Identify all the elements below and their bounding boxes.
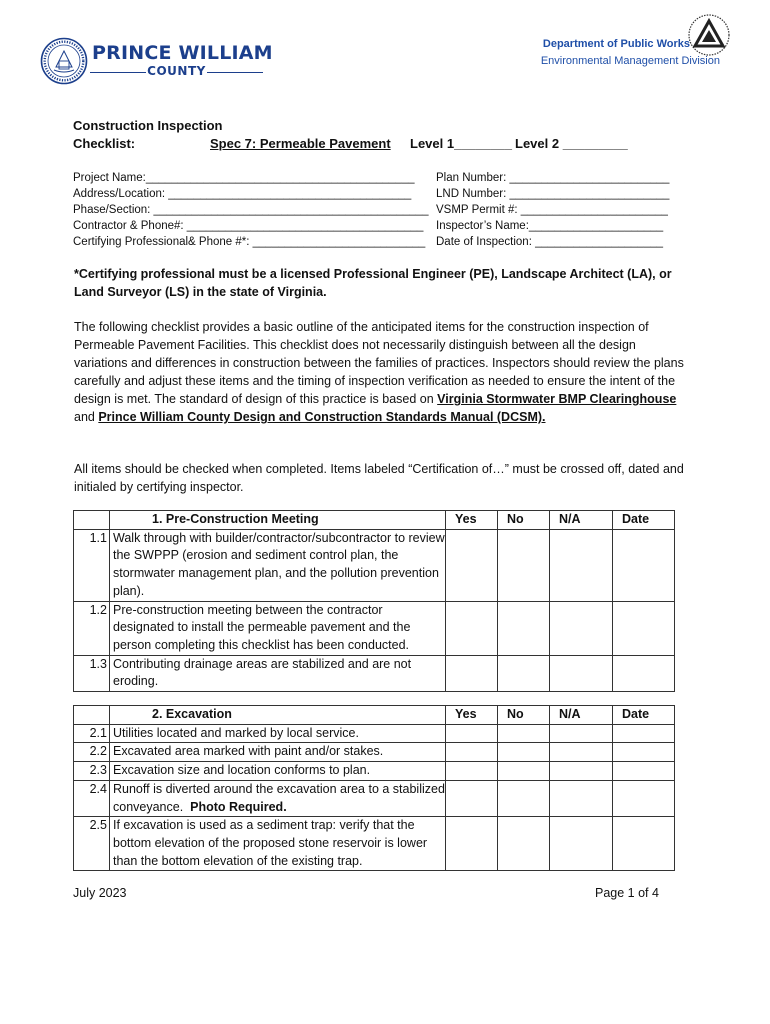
table-row xyxy=(74,601,675,655)
yes-checkbox[interactable] xyxy=(446,817,498,871)
no-checkbox[interactable] xyxy=(498,655,550,691)
instructions: All items should be checked when completed. Items labeled “Certification of…” must be crossed off, dated and initialed by certifying inspector. xyxy=(74,462,684,494)
yes-checkbox[interactable] xyxy=(446,529,498,601)
date-cell[interactable] xyxy=(613,817,675,871)
yes-checkbox[interactable] xyxy=(446,724,498,743)
lnd-number-field[interactable]: LND Number: _________________________ xyxy=(436,188,670,200)
na-checkbox[interactable] xyxy=(550,780,613,816)
certification-note: *Certifying professional must be a licensed Professional Engineer (PE), Landscape Architect (LA), or Land Surveyor (LS) in the state of Virginia. xyxy=(74,267,672,299)
na-checkbox[interactable] xyxy=(550,529,613,601)
item-text: If excavation is used as a sediment trap: verify that the bottom elevation of the proposed stone reservoir is lower than the bottom elevation of the existing trap. xyxy=(110,817,446,871)
section-heading: 2. Excavation xyxy=(110,706,446,725)
table-row xyxy=(74,655,675,691)
table-header-row xyxy=(74,511,675,530)
title-line-2: Checklist: xyxy=(73,136,136,151)
county-label xyxy=(90,64,263,78)
yes-checkbox[interactable] xyxy=(446,743,498,762)
phase-section-field[interactable]: Phase/Section: ___________________________________________ xyxy=(73,204,429,216)
table-row xyxy=(74,529,675,601)
checklist-table-1 xyxy=(73,510,675,692)
date-cell[interactable] xyxy=(613,762,675,781)
na-checkbox[interactable] xyxy=(550,743,613,762)
no-checkbox[interactable] xyxy=(498,601,550,655)
department-name: Department of Public Works xyxy=(542,38,690,50)
engineering-emblem-icon xyxy=(683,12,735,58)
col-na: N/A xyxy=(550,511,613,530)
date-cell[interactable] xyxy=(613,655,675,691)
intro-conjunction: and xyxy=(74,410,99,424)
no-checkbox[interactable] xyxy=(498,762,550,781)
item-number: 2.5 xyxy=(74,817,110,871)
plan-number-field[interactable]: Plan Number: _________________________ xyxy=(436,172,670,184)
bmp-clearinghouse-link[interactable]: Virginia Stormwater BMP Clearinghouse xyxy=(437,392,677,406)
yes-checkbox[interactable] xyxy=(446,601,498,655)
date-cell[interactable] xyxy=(613,601,675,655)
date-cell[interactable] xyxy=(613,780,675,816)
date-cell[interactable] xyxy=(613,529,675,601)
project-name-field[interactable]: Project Name:__________________________________________ xyxy=(73,172,415,184)
item-text: Utilities located and marked by local service. xyxy=(110,724,446,743)
no-checkbox[interactable] xyxy=(498,724,550,743)
col-na: N/A xyxy=(550,706,613,725)
yes-checkbox[interactable] xyxy=(446,762,498,781)
col-date: Date xyxy=(613,511,675,530)
item-number: 2.3 xyxy=(74,762,110,781)
contractor-phone-field[interactable]: Contractor & Phone#: _____________________________________ xyxy=(73,220,424,232)
inspector-name-field[interactable]: Inspector’s Name:_____________________ xyxy=(436,220,664,232)
item-text: Excavation size and location conforms to plan. xyxy=(110,762,446,781)
intro-text: The following checklist provides a basic outline of the anticipated items for the construction inspection of Permeable Pavement Facilities. This checklist does not necessarily distinguish between all the design variations and differences in construction between the families of practices. Inspectors should review the plans carefully and adjust these items and the timing of inspection verification as needed to ensure the intent of the design is met. The standard of design of this practice is based on xyxy=(74,320,684,406)
checklist-table-2 xyxy=(73,705,675,871)
no-checkbox[interactable] xyxy=(498,743,550,762)
item-text: Walk through with builder/contractor/subcontractor to review the SWPPP (erosion and sediment control plan, the stormwater management plan, and the pollution prevention plan). xyxy=(110,529,446,601)
item-text xyxy=(110,780,446,816)
no-checkbox[interactable] xyxy=(498,817,550,871)
col-date: Date xyxy=(613,706,675,725)
table-row xyxy=(74,724,675,743)
date-cell[interactable] xyxy=(613,743,675,762)
item-number: 1.1 xyxy=(74,529,110,601)
na-checkbox[interactable] xyxy=(550,817,613,871)
table-row xyxy=(74,762,675,781)
item-number: 2.4 xyxy=(74,780,110,816)
item-number: 2.1 xyxy=(74,724,110,743)
county-text: COUNTY xyxy=(147,64,206,78)
vsmp-permit-field[interactable]: VSMP Permit #: _______________________ xyxy=(436,204,668,216)
footer-date: July 2023 xyxy=(73,886,127,900)
table-row xyxy=(74,780,675,816)
na-checkbox[interactable] xyxy=(550,601,613,655)
table-row xyxy=(74,817,675,871)
table-row xyxy=(74,743,675,762)
item-text: Pre-construction meeting between the contractor designated to install the permeable pavement and the person completing this checklist has been conducted. xyxy=(110,601,446,655)
item-text-main: Runoff is diverted around the excavation area to a stabilized conveyance. xyxy=(113,781,445,814)
na-checkbox[interactable] xyxy=(550,762,613,781)
certifying-professional-field[interactable]: Certifying Professional& Phone #*: ___________________________ xyxy=(73,236,426,248)
page-number: Page 1 of 4 xyxy=(595,886,659,900)
inspection-date-field[interactable]: Date of Inspection: ____________________ xyxy=(436,236,664,248)
header-num xyxy=(74,706,110,725)
yes-checkbox[interactable] xyxy=(446,780,498,816)
col-no: No xyxy=(498,706,550,725)
header-num xyxy=(74,511,110,530)
na-checkbox[interactable] xyxy=(550,655,613,691)
date-cell[interactable] xyxy=(613,724,675,743)
address-field[interactable]: Address/Location: ______________________________________ xyxy=(73,188,412,200)
col-no: No xyxy=(498,511,550,530)
col-yes: Yes xyxy=(446,511,498,530)
item-number: 1.2 xyxy=(74,601,110,655)
division-name: Environmental Management Division xyxy=(540,55,720,67)
intro-paragraph xyxy=(74,318,684,426)
section-heading: 1. Pre-Construction Meeting xyxy=(110,511,446,530)
col-yes: Yes xyxy=(446,706,498,725)
county-seal-logo xyxy=(40,37,88,85)
org-name: PRINCE WILLIAM xyxy=(92,42,273,64)
item-text: Contributing drainage areas are stabilized and are not eroding. xyxy=(110,655,446,691)
photo-required: Photo Required. xyxy=(190,799,287,814)
na-checkbox[interactable] xyxy=(550,724,613,743)
item-text: Excavated area marked with paint and/or stakes. xyxy=(110,743,446,762)
title-line-1: Construction Inspection xyxy=(73,118,223,133)
spec-title: Spec 7: Permeable Pavement xyxy=(210,136,391,151)
dcsm-link[interactable]: Prince William County Design and Construction Standards Manual (DCSM). xyxy=(98,410,546,424)
level-1-field[interactable]: Level 1________ xyxy=(410,136,512,151)
level-2-field[interactable]: Level 2 _________ xyxy=(515,136,628,151)
item-number: 2.2 xyxy=(74,743,110,762)
table-header-row xyxy=(74,706,675,725)
no-checkbox[interactable] xyxy=(498,780,550,816)
yes-checkbox[interactable] xyxy=(446,655,498,691)
no-checkbox[interactable] xyxy=(498,529,550,601)
item-number: 1.3 xyxy=(74,655,110,691)
